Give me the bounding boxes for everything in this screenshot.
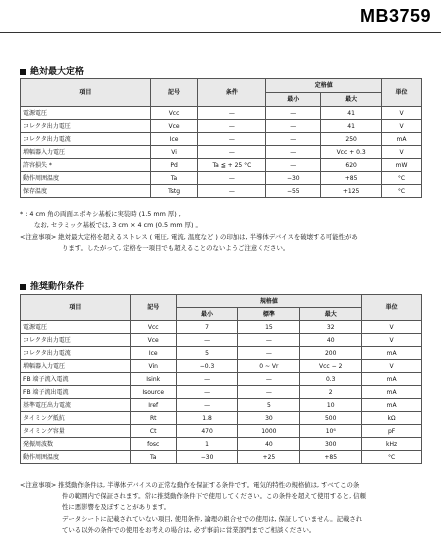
symbol-cell: Isink	[130, 373, 176, 386]
unit-cell: V	[382, 107, 422, 120]
table-row	[21, 438, 422, 451]
item-cell: コレクタ出力電流	[21, 133, 151, 146]
item-cell: 保存温度	[21, 185, 151, 198]
max-cell: 41	[321, 107, 382, 120]
table-row	[21, 185, 422, 198]
symbol-cell: Iref	[130, 399, 176, 412]
section-title-recommended: 推奨動作条件	[20, 279, 84, 292]
unit-cell: V	[362, 334, 422, 347]
unit-cell: °C	[382, 172, 422, 185]
typ-cell: 30	[238, 412, 300, 425]
item-cell: 増幅器入力電圧	[21, 360, 131, 373]
condition-cell: Ta ≦ + 25 °C	[198, 159, 266, 172]
symbol-cell: Ta	[150, 172, 198, 185]
abs-max-caution-2: ります。したがって, 定格を一項目でも超えることのないようご注意ください。	[62, 244, 290, 252]
header-max: 最大	[300, 308, 362, 321]
symbol-cell: Ct	[130, 425, 176, 438]
header-symbol: 記号	[130, 295, 176, 321]
max-cell: 250	[321, 133, 382, 146]
max-cell: 620	[321, 159, 382, 172]
condition-cell: —	[198, 120, 266, 133]
typ-cell: 5	[238, 399, 300, 412]
typ-cell: 15	[238, 321, 300, 334]
table-row	[21, 133, 422, 146]
header-symbol: 記号	[150, 79, 198, 107]
unit-cell: mW	[382, 159, 422, 172]
header-min: 最小	[176, 308, 238, 321]
max-cell: 300	[300, 438, 362, 451]
min-cell: —	[176, 334, 238, 347]
typ-cell: —	[238, 347, 300, 360]
table-row	[21, 120, 422, 133]
recommended-caution-1: <注意事項> 推奨動作条件は, 半導体デバイスの正常な動作を保証する条件です。電気的特性の規格値は, すべてこの条	[20, 481, 360, 489]
table-row	[21, 146, 422, 159]
symbol-cell: fosc	[130, 438, 176, 451]
unit-cell: °C	[362, 451, 422, 464]
item-cell: 電源電圧	[21, 321, 131, 334]
unit-cell: mA	[362, 373, 422, 386]
table-row	[21, 425, 422, 438]
header-spec: 規格値	[176, 295, 361, 308]
symbol-cell: Vce	[130, 334, 176, 347]
condition-cell: —	[198, 146, 266, 159]
item-cell: 増幅器入力電圧	[21, 146, 151, 159]
item-cell: タイミング抵抗	[21, 412, 131, 425]
max-cell: 200	[300, 347, 362, 360]
unit-cell: mA	[362, 399, 422, 412]
abs-max-table	[20, 78, 422, 198]
typ-cell: 1000	[238, 425, 300, 438]
table-row	[21, 412, 422, 425]
unit-cell: mA	[382, 133, 422, 146]
table-row	[21, 107, 422, 120]
abs-max-note-1: * : 4 cm 角の両面エポキシ基板に実装時 (1.5 mm 厚) ,	[20, 210, 181, 218]
condition-cell: —	[198, 133, 266, 146]
table-row	[21, 451, 422, 464]
table-row	[21, 360, 422, 373]
header-min: 最小	[266, 93, 321, 107]
table-row	[21, 334, 422, 347]
typ-cell: —	[238, 373, 300, 386]
header-unit: 単位	[382, 79, 422, 107]
max-cell: Vcc − 2	[300, 360, 362, 373]
header-item: 項目	[21, 79, 151, 107]
min-cell: —	[266, 146, 321, 159]
min-cell: 7	[176, 321, 238, 334]
abs-max-caution-1: <注意事項> 絶対最大定格を超えるストレス ( 電圧, 電流, 温度など ) の印加は, 半導体デバイスを破壊する可能性があ	[20, 233, 358, 241]
section-title-abs-max: 絶対最大定格	[20, 64, 84, 77]
item-cell: 発振周波数	[21, 438, 131, 451]
symbol-cell: Vcc	[130, 321, 176, 334]
symbol-cell: Ice	[130, 347, 176, 360]
header-unit: 単位	[362, 295, 422, 321]
min-cell: —	[176, 373, 238, 386]
max-cell: 32	[300, 321, 362, 334]
max-cell: 40	[300, 334, 362, 347]
table-row	[21, 172, 422, 185]
section-marker-icon	[20, 284, 26, 290]
typ-cell: —	[238, 386, 300, 399]
max-cell: 2	[300, 386, 362, 399]
item-cell: コレクタ出力電流	[21, 347, 131, 360]
min-cell: −0.3	[176, 360, 238, 373]
min-cell: 5	[176, 347, 238, 360]
min-cell: —	[176, 386, 238, 399]
recommended-caution-2: 件の範囲内で保証されます。常に推奨動作条件下で使用してください。この条件を超えて使用すると, 信頼	[62, 492, 366, 500]
condition-cell: —	[198, 107, 266, 120]
typ-cell: 0 ~ Vr	[238, 360, 300, 373]
typ-cell: +25	[238, 451, 300, 464]
page-header	[0, 0, 441, 36]
abs-max-note-2: なお, セラミック基板では, 3 cm × 4 cm (0.5 mm 厚) 。	[34, 221, 202, 229]
min-cell: —	[266, 107, 321, 120]
header-max: 最大	[321, 93, 382, 107]
item-cell: 基準電圧出力電流	[21, 399, 131, 412]
unit-cell: kΩ	[362, 412, 422, 425]
condition-cell: —	[198, 185, 266, 198]
table-row	[21, 159, 422, 172]
header-item: 項目	[21, 295, 131, 321]
symbol-cell: Vi	[150, 146, 198, 159]
min-cell: 1.8	[176, 412, 238, 425]
item-cell: 許容損失 *	[21, 159, 151, 172]
recommended-caution-3: 性に悪影響を及ぼすことがあります。	[62, 503, 171, 511]
header-rating: 定格値	[266, 79, 382, 93]
min-cell: −30	[266, 172, 321, 185]
min-cell: 1	[176, 438, 238, 451]
max-cell: +85	[300, 451, 362, 464]
item-cell: タイミング容量	[21, 425, 131, 438]
max-cell: 41	[321, 120, 382, 133]
recommended-caution-5: ている以外の条件での使用をお考えの場合は, 必ず事前に営業部門までご相談ください。	[62, 526, 316, 534]
unit-cell: V	[362, 360, 422, 373]
min-cell: −30	[176, 451, 238, 464]
symbol-cell: Ta	[130, 451, 176, 464]
min-cell: —	[266, 159, 321, 172]
item-cell: コレクタ出力電圧	[21, 120, 151, 133]
header-rule	[0, 32, 441, 33]
model-number: MB3759	[359, 6, 431, 26]
unit-cell: V	[382, 120, 422, 133]
max-cell: +125	[321, 185, 382, 198]
item-cell: 電源電圧	[21, 107, 151, 120]
min-cell: —	[266, 120, 321, 133]
max-cell: +85	[321, 172, 382, 185]
symbol-cell: Isource	[130, 386, 176, 399]
item-cell: 動作周囲温度	[21, 172, 151, 185]
table-row	[21, 321, 422, 334]
max-cell: 0.3	[300, 373, 362, 386]
unit-cell: °C	[382, 185, 422, 198]
max-cell: 500	[300, 412, 362, 425]
table-row	[21, 373, 422, 386]
unit-cell: mA	[362, 386, 422, 399]
item-cell: 動作周囲温度	[21, 451, 131, 464]
typ-cell: 40	[238, 438, 300, 451]
table-row	[21, 399, 422, 412]
symbol-cell: Rt	[130, 412, 176, 425]
min-cell: 470	[176, 425, 238, 438]
max-cell: Vcc + 0.3	[321, 146, 382, 159]
section-marker-icon	[20, 69, 26, 75]
unit-cell: kHz	[362, 438, 422, 451]
min-cell: —	[176, 399, 238, 412]
symbol-cell: Vin	[130, 360, 176, 373]
table-row	[21, 347, 422, 360]
max-cell: 10	[300, 399, 362, 412]
item-cell: コレクタ出力電圧	[21, 334, 131, 347]
recommended-table	[20, 294, 422, 464]
symbol-cell: Vcc	[150, 107, 198, 120]
header-condition: 条件	[198, 79, 266, 107]
symbol-cell: Pd	[150, 159, 198, 172]
symbol-cell: Tstg	[150, 185, 198, 198]
unit-cell: V	[382, 146, 422, 159]
item-cell: FB 端子流入電流	[21, 373, 131, 386]
unit-cell: pF	[362, 425, 422, 438]
symbol-cell: Ice	[150, 133, 198, 146]
max-cell: 10⁶	[300, 425, 362, 438]
typ-cell: —	[238, 334, 300, 347]
unit-cell: V	[362, 321, 422, 334]
unit-cell: mA	[362, 347, 422, 360]
header-typ: 標準	[238, 308, 300, 321]
recommended-caution-4: データシートに記載されていない項目, 使用条件, 論理の組合せでの使用は, 保証していません。記載され	[62, 515, 363, 523]
condition-cell: —	[198, 172, 266, 185]
item-cell: FB 端子流出電流	[21, 386, 131, 399]
symbol-cell: Vce	[150, 120, 198, 133]
table-row	[21, 386, 422, 399]
min-cell: —	[266, 133, 321, 146]
min-cell: −55	[266, 185, 321, 198]
